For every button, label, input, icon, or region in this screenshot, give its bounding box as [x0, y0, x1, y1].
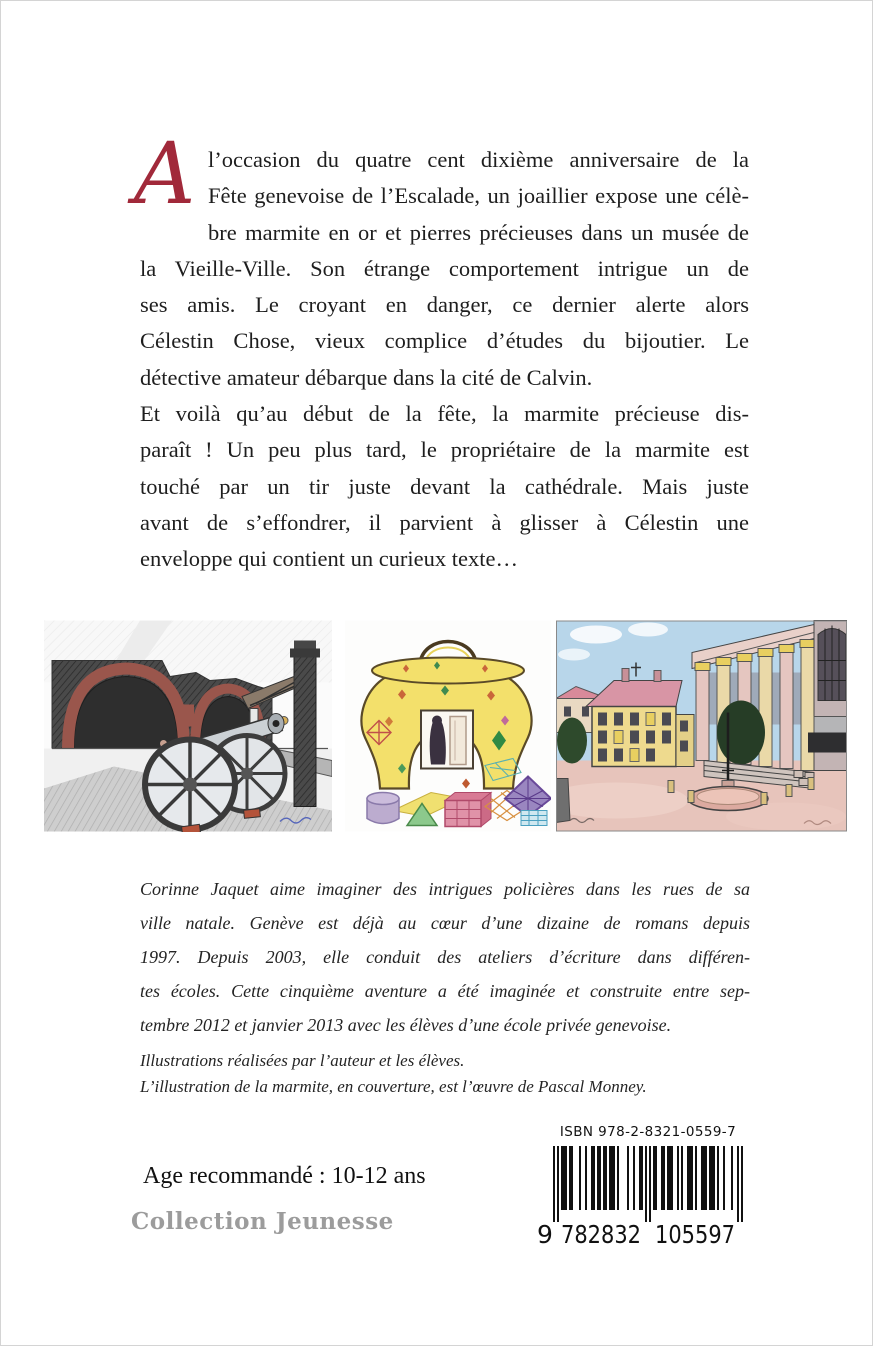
cannon-drawing: [44, 620, 332, 832]
bio-line: ville natale. Genève est déjà au cœur d’une dizaine de romans depuis: [140, 913, 750, 933]
author-bio: [140, 872, 750, 1042]
marmite-drawing: [345, 620, 551, 832]
isbn-block: [533, 1124, 748, 1252]
illustrations-row: [44, 620, 847, 832]
credits-line-1: Illustrations réalisées par l’auteur et les élèves.: [140, 1051, 465, 1070]
synopsis-line: paraît ! Un peu plus tard, le propriétaire de la marmite est: [140, 437, 749, 463]
marmite-illustration: [345, 620, 551, 832]
bio-line: tes écoles. Cette cinquième aventure a été imaginée et construite entre sep-: [140, 981, 750, 1001]
synopsis-line: bre marmite en or et pierres précieuses dans un musée de: [208, 219, 749, 245]
synopsis-line: la Vieille-Ville. Son étrange comportement intrigue un de: [140, 255, 749, 281]
cathedral-drawing: [556, 620, 847, 832]
synopsis-line: Fête genevoise de l’Escalade, un joaillier expose une célè-: [208, 183, 749, 209]
synopsis-line: Et voilà qu’au début de la fête, la marmite précieuse dis-: [140, 401, 749, 427]
synopsis-line: avant de s’effondrer, il parvient à glisser à Célestin une: [140, 509, 749, 535]
ean13-barcode: [535, 1144, 743, 1248]
bio-line: Corinne Jaquet aime imaginer des intrigues policières dans les rues de sa: [140, 879, 750, 899]
synopsis-line: Célestin Chose, vieux complice d’études du bijoutier. Le: [140, 328, 749, 354]
bio-line: 1997. Depuis 2003, elle conduit des ateliers d’écriture dans différen-: [140, 947, 750, 967]
barcode-digits-right: 105597: [655, 1220, 735, 1248]
credits: [140, 1048, 750, 1100]
synopsis-line: enveloppe qui contient un curieux texte…: [140, 546, 519, 572]
cannon-illustration: [44, 620, 332, 832]
isbn-label: ISBN 978-2-8321-0559-7: [559, 1124, 737, 1140]
drop-cap-letter: A: [134, 125, 196, 224]
barcode-digits-left: 782832: [561, 1220, 641, 1248]
bio-line: tembre 2012 et janvier 2013 avec les élèves d’une école privée genevoise.: [140, 1015, 672, 1035]
synopsis-lines: [140, 142, 749, 578]
age-recommendation: Age recommandé : 10-12 ans: [143, 1163, 426, 1189]
synopsis-text: [134, 125, 749, 578]
collection-label: Collection Jeunesse: [131, 1208, 394, 1235]
barcode-digit-first: 9: [537, 1220, 553, 1248]
credits-line-2: L’illustration de la marmite, en couverture, est l’œuvre de Pascal Monney.: [140, 1077, 647, 1096]
synopsis-line: touché par un tir juste devant la cathédrale. Mais juste: [140, 473, 749, 499]
synopsis-line: l’occasion du quatre cent dixième anniversaire de la: [208, 147, 749, 172]
cathedral-illustration: [556, 620, 847, 832]
synopsis-line: ses amis. Le croyant en danger, ce dernier alerte alors: [140, 292, 749, 318]
synopsis-line: détective amateur débarque dans la cité de Calvin.: [140, 364, 593, 390]
